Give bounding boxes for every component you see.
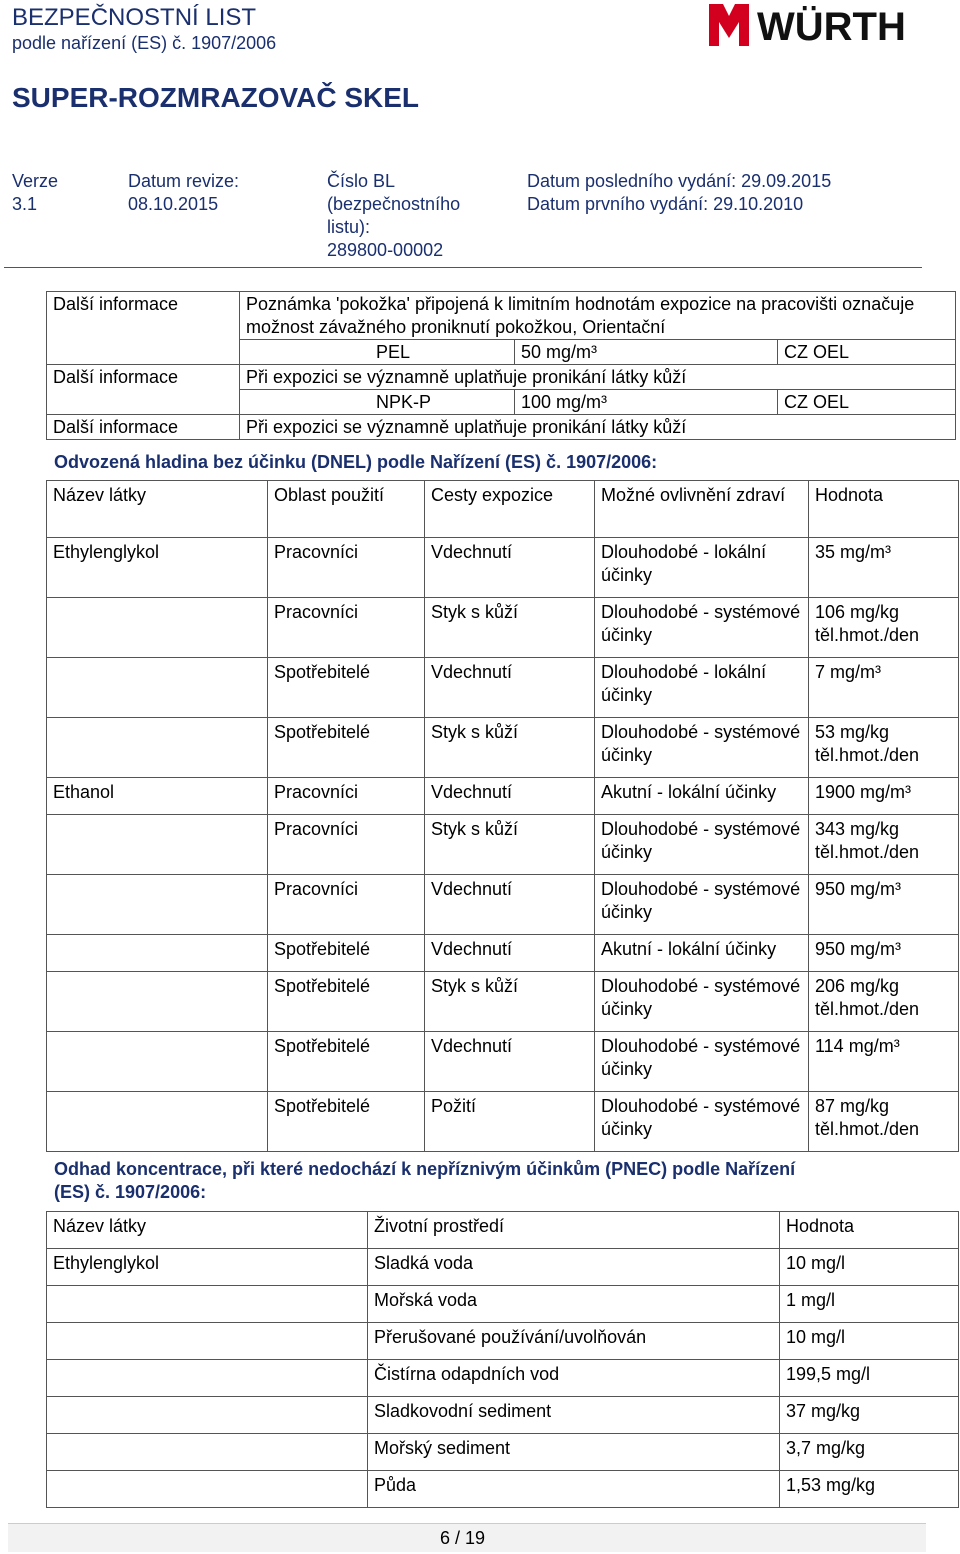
table-cell: 199,5 mg/l bbox=[780, 1360, 959, 1397]
oel-info-label: Další informace bbox=[47, 292, 240, 365]
table-row bbox=[47, 1397, 959, 1434]
oel-value: 50 mg/m³ bbox=[515, 340, 778, 365]
table-cell: Půda bbox=[368, 1471, 780, 1508]
table-cell: Ethylenglykol bbox=[47, 538, 268, 598]
table-cell bbox=[47, 935, 268, 972]
table-cell: 1 mg/l bbox=[780, 1286, 959, 1323]
oel-type: PEL bbox=[240, 340, 515, 365]
table-row bbox=[47, 1092, 959, 1152]
header-divider bbox=[4, 267, 922, 268]
pnec-section-title bbox=[54, 1158, 795, 1204]
table-row bbox=[47, 972, 959, 1032]
pnec-title-line: Odhad koncentrace, při které nedochází k nepříznivým účinkům (PNEC) podle Nařízení bbox=[54, 1159, 796, 1179]
wurth-logo-mark-icon bbox=[709, 4, 749, 46]
table-cell bbox=[47, 1471, 368, 1508]
column-header: Hodnota bbox=[809, 481, 959, 538]
table-cell: Spotřebitelé bbox=[268, 935, 425, 972]
page-number: 6 / 19 bbox=[440, 1528, 486, 1548]
table-cell: Pracovníci bbox=[268, 538, 425, 598]
oel-source: CZ OEL bbox=[778, 390, 956, 415]
oel-source: CZ OEL bbox=[778, 340, 956, 365]
table-cell bbox=[47, 1286, 368, 1323]
table-cell: Ethylenglykol bbox=[47, 1249, 368, 1286]
table-cell bbox=[47, 972, 268, 1032]
table-cell bbox=[47, 658, 268, 718]
table-cell bbox=[47, 1092, 268, 1152]
table-cell bbox=[47, 815, 268, 875]
table-row bbox=[47, 1471, 959, 1508]
table-cell: Dlouhodobé - systémové účinky bbox=[595, 972, 809, 1032]
table-cell: Vdechnutí bbox=[425, 778, 595, 815]
version-value: 3.1 bbox=[12, 194, 38, 214]
table-cell bbox=[47, 1032, 268, 1092]
table-cell: Dlouhodobé - systémové účinky bbox=[595, 1092, 809, 1152]
table-cell: 206 mg/kg těl.hmot./den bbox=[809, 972, 959, 1032]
table-cell: Dlouhodobé - systémové účinky bbox=[595, 875, 809, 935]
table-cell: 114 mg/m³ bbox=[809, 1032, 959, 1092]
wurth-logo bbox=[707, 2, 937, 48]
table-cell bbox=[47, 1434, 368, 1471]
table-cell: 37 mg/kg bbox=[780, 1397, 959, 1434]
table-cell: Sladká voda bbox=[368, 1249, 780, 1286]
table-header-row bbox=[47, 1212, 959, 1249]
sds-number: 289800-00002 bbox=[327, 240, 444, 260]
table-cell: Vdechnutí bbox=[425, 658, 595, 718]
sds-label: listu): bbox=[327, 217, 371, 237]
table-row bbox=[47, 1032, 959, 1092]
column-header: Cesty expozice bbox=[425, 481, 595, 538]
table-cell: Přerušované používání/uvolňován bbox=[368, 1323, 780, 1360]
table-row bbox=[47, 1360, 959, 1397]
document-title: BEZPEČNOSTNÍ LIST bbox=[12, 4, 257, 31]
table-cell: Spotřebitelé bbox=[268, 718, 425, 778]
sds-number-block bbox=[327, 170, 460, 262]
pnec-title-line: (ES) č. 1907/2006: bbox=[54, 1182, 207, 1202]
table-row bbox=[47, 598, 959, 658]
table-cell: 106 mg/kg těl.hmot./den bbox=[809, 598, 959, 658]
table-cell: Ethanol bbox=[47, 778, 268, 815]
table-cell: Vdechnutí bbox=[425, 935, 595, 972]
table-cell: 3,7 mg/kg bbox=[780, 1434, 959, 1471]
table-cell bbox=[47, 718, 268, 778]
table-cell: Pracovníci bbox=[268, 778, 425, 815]
table-row bbox=[47, 365, 956, 390]
last-issue-date: Datum posledního vydání: 29.09.2015 bbox=[527, 171, 832, 191]
oel-note: Poznámka 'pokožka' připojená k limitním hodnotám expozice na pracovišti označuje možnost závažného proniknutí pokožkou, Orientační bbox=[240, 292, 956, 340]
table-cell: 35 mg/m³ bbox=[809, 538, 959, 598]
table-cell: Dlouhodobé - lokální účinky bbox=[595, 538, 809, 598]
table-row bbox=[47, 1249, 959, 1286]
column-header: Možné ovlivnění zdraví bbox=[595, 481, 809, 538]
table-row bbox=[47, 538, 959, 598]
table-cell: Vdechnutí bbox=[425, 538, 595, 598]
table-cell: 1900 mg/m³ bbox=[809, 778, 959, 815]
table-row bbox=[47, 292, 956, 340]
table-row bbox=[47, 1286, 959, 1323]
column-header: Název látky bbox=[47, 1212, 368, 1249]
oel-note: Při expozici se významně uplatňuje pronikání látky kůží bbox=[240, 365, 956, 390]
table-row bbox=[47, 935, 959, 972]
first-issue-date: Datum prvního vydání: 29.10.2010 bbox=[527, 194, 804, 214]
revision-value: 08.10.2015 bbox=[128, 194, 219, 214]
table-cell: Čistírna odapdních vod bbox=[368, 1360, 780, 1397]
version-label: Verze bbox=[12, 171, 59, 191]
sds-label: Číslo BL bbox=[327, 171, 396, 191]
dnel-table bbox=[46, 480, 959, 1152]
table-cell: 1,53 mg/kg bbox=[780, 1471, 959, 1508]
product-name: SUPER-ROZMRAZOVAČ SKEL bbox=[12, 82, 420, 113]
table-cell: Mořská voda bbox=[368, 1286, 780, 1323]
column-header: Hodnota bbox=[780, 1212, 959, 1249]
table-cell: Pracovníci bbox=[268, 875, 425, 935]
table-row bbox=[47, 815, 959, 875]
table-cell: Styk s kůží bbox=[425, 598, 595, 658]
table-cell: 343 mg/kg těl.hmot./den bbox=[809, 815, 959, 875]
oel-value: 100 mg/m³ bbox=[515, 390, 778, 415]
regulation-subtitle: podle nařízení (ES) č. 1907/2006 bbox=[12, 33, 277, 53]
table-row bbox=[47, 1434, 959, 1471]
column-header: Název látky bbox=[47, 481, 268, 538]
table-cell: Spotřebitelé bbox=[268, 972, 425, 1032]
table-cell: Mořský sediment bbox=[368, 1434, 780, 1471]
table-cell: 10 mg/l bbox=[780, 1323, 959, 1360]
table-cell: Dlouhodobé - systémové účinky bbox=[595, 718, 809, 778]
table-cell bbox=[47, 1397, 368, 1434]
sds-label: (bezpečnostního bbox=[327, 194, 461, 214]
dnel-section-title: Odvozená hladina bez účinku (DNEL) podle Nařízení (ES) č. 1907/2006: bbox=[54, 452, 658, 472]
table-header-row bbox=[47, 481, 959, 538]
table-cell: Pracovníci bbox=[268, 815, 425, 875]
table-cell: Styk s kůží bbox=[425, 815, 595, 875]
table-cell: Pracovníci bbox=[268, 598, 425, 658]
table-cell: Spotřebitelé bbox=[268, 1092, 425, 1152]
issue-dates bbox=[527, 170, 831, 216]
table-cell: 10 mg/l bbox=[780, 1249, 959, 1286]
table-row bbox=[47, 658, 959, 718]
table-cell: Spotřebitelé bbox=[268, 658, 425, 718]
table-row bbox=[47, 415, 956, 440]
table-cell: Styk s kůží bbox=[425, 718, 595, 778]
table-row bbox=[47, 718, 959, 778]
table-cell: 950 mg/m³ bbox=[809, 875, 959, 935]
table-cell: 950 mg/m³ bbox=[809, 935, 959, 972]
table-cell: Vdechnutí bbox=[425, 1032, 595, 1092]
table-cell: Sladkovodní sediment bbox=[368, 1397, 780, 1434]
table-cell: Spotřebitelé bbox=[268, 1032, 425, 1092]
column-header: Životní prostředí bbox=[368, 1212, 780, 1249]
table-cell bbox=[47, 598, 268, 658]
table-row bbox=[47, 875, 959, 935]
revision-block bbox=[128, 170, 239, 216]
version-block bbox=[12, 170, 58, 216]
pnec-table bbox=[46, 1211, 959, 1508]
wurth-logo-text: WÜRTH bbox=[757, 5, 906, 48]
revision-label: Datum revize: bbox=[128, 171, 240, 191]
oel-info-label: Další informace bbox=[47, 415, 240, 440]
table-cell: 87 mg/kg těl.hmot./den bbox=[809, 1092, 959, 1152]
table-cell: Dlouhodobé - lokální účinky bbox=[595, 658, 809, 718]
table-cell: Požití bbox=[425, 1092, 595, 1152]
oel-table bbox=[46, 291, 956, 440]
oel-type: NPK-P bbox=[240, 390, 515, 415]
table-cell: Vdechnutí bbox=[425, 875, 595, 935]
table-cell: 53 mg/kg těl.hmot./den bbox=[809, 718, 959, 778]
table-cell bbox=[47, 1323, 368, 1360]
table-row bbox=[47, 778, 959, 815]
table-cell bbox=[47, 875, 268, 935]
table-cell: Dlouhodobé - systémové účinky bbox=[595, 1032, 809, 1092]
table-cell bbox=[47, 1360, 368, 1397]
table-cell: Dlouhodobé - systémové účinky bbox=[595, 815, 809, 875]
table-cell: Akutní - lokální účinky bbox=[595, 778, 809, 815]
column-header: Oblast použití bbox=[268, 481, 425, 538]
oel-note: Při expozici se významně uplatňuje pronikání látky kůží bbox=[240, 415, 956, 440]
oel-info-label: Další informace bbox=[47, 365, 240, 415]
table-cell: 7 mg/m³ bbox=[809, 658, 959, 718]
table-cell: Dlouhodobé - systémové účinky bbox=[595, 598, 809, 658]
table-cell: Styk s kůží bbox=[425, 972, 595, 1032]
table-cell: Akutní - lokální účinky bbox=[595, 935, 809, 972]
table-row bbox=[47, 1323, 959, 1360]
